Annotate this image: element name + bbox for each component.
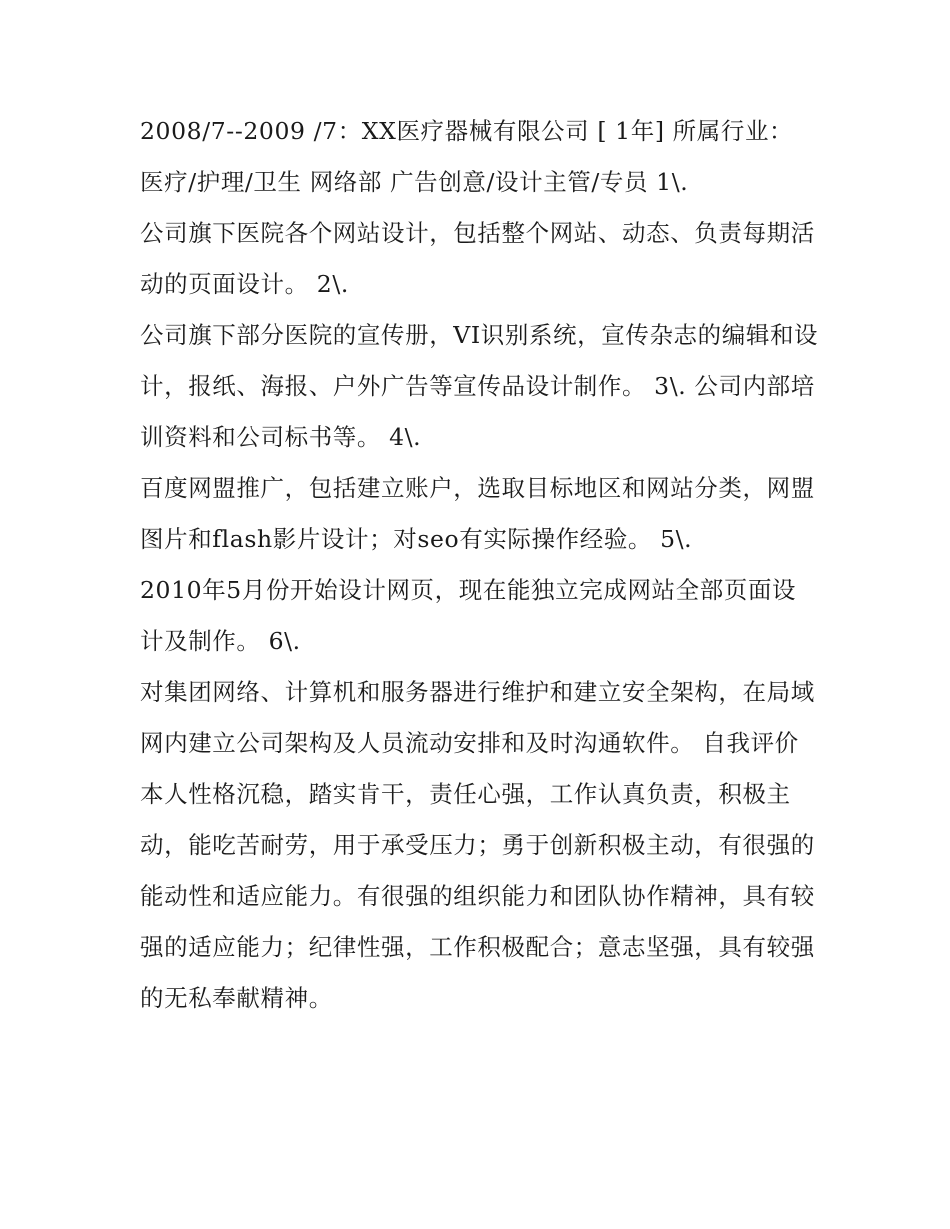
paragraph-website-design: 公司旗下医院各个网站设计，包括整个网站、动态、负责每期活动的页面设计。 2\. bbox=[140, 219, 815, 298]
paragraph-print-design: 公司旗下部分医院的宣传册，VI识别系统，宣传杂志的编辑和设计，报纸、海报、户外广告等宣传品设计制作。 3\. 公司内部培训资料和公司标书等。 4\. bbox=[140, 321, 819, 451]
paragraph-baidu-promotion: 百度网盟推广，包括建立账户，选取目标地区和网站分类，网盟图片和flash影片设计；对seo有实际操作经验。 5\. bbox=[140, 474, 815, 553]
paragraph-network-maintenance: 对集团网络、计算机和服务器进行维护和建立安全架构，在局域网内建立公司架构及人员流动安排和及时沟通软件。 自我评价 bbox=[140, 678, 815, 757]
document-body bbox=[140, 106, 820, 1024]
paragraph-web-pages: 2010年5月份开始设计网页，现在能独立完成网站全部页面设计及制作。 6\. bbox=[140, 576, 797, 655]
paragraph-work-history: 2008/7--2009 /7：XX医疗器械有限公司 [ 1年] 所属行业： 医疗/护理/卫生 网络部 广告创意/设计主管/专员 1\. bbox=[140, 117, 794, 196]
paragraph-self-evaluation: 本人性格沉稳，踏实肯干，责任心强，工作认真负责，积极主动，能吃苦耐劳，用于承受压力；勇于创新积极主动，有很强的能动性和适应能力。有很强的组织能力和团队协作精神，具有较强的适应能力；纪律性强，工作积极配合；意志坚强，具有较强的无私奉献精神。 bbox=[140, 780, 815, 1012]
